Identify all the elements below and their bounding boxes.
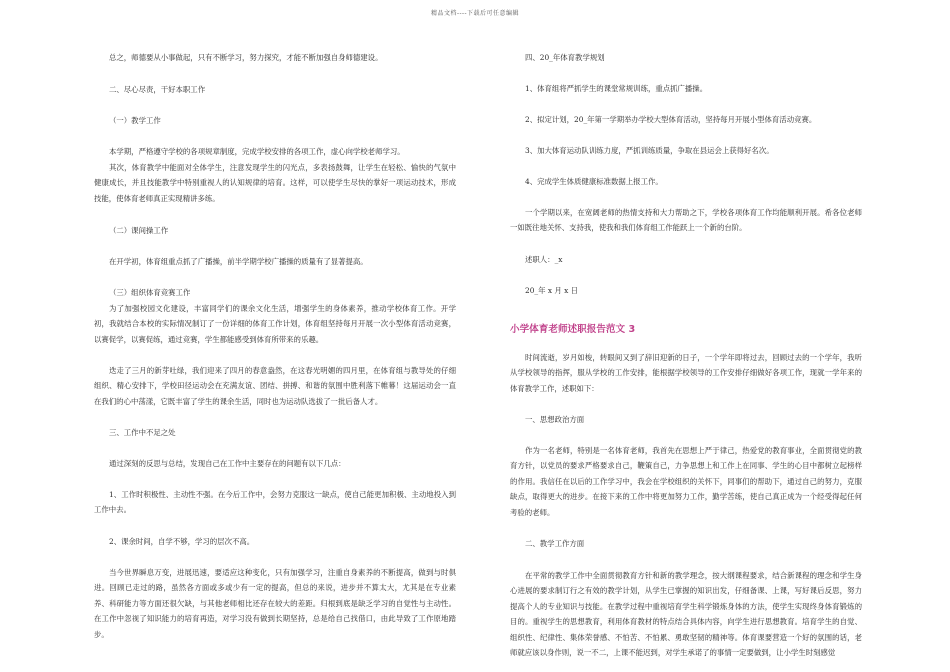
- paragraph: （一）教学工作: [109, 116, 161, 125]
- paragraph: 一、思想政治方面: [525, 415, 585, 424]
- paragraph: 3、加大体育运动队训练力度，严抓训练质量，争取在县运会上获得好名次。: [525, 146, 774, 155]
- paragraph: 为了加强校园文化建设，丰富同学们的课余文化生活，增强学生的身体素养，推动学校体育工作。开学初，我就结合本校的实际情况制订了一份详细的体育工作计划，体育组坚持每月开展一次小型体育活动竞赛，以赛促学，以赛促练，通过竞赛，学生都能感受到体育所带来的乐趣。: [94, 304, 456, 344]
- page-header: 精品文档----下载后可任意编辑: [430, 10, 520, 17]
- paragraph: （三）组织体育竞赛工作: [109, 288, 191, 297]
- paragraph: 4、完成学生体质健康标准数据上报工作。: [525, 177, 663, 186]
- paragraph: 在平常的教学工作中全面贯彻教育方针和新的教学理念，按大纲课程要求，结合新课程的理念和学生身心进展的要求制订行之有效的教学计划，从学生已掌握的知识出发，仔细备课、上课，写好课后反思，努力提高个人的专业知识与技能。在教学过程中重视培育学生科学锻炼身体的方法，使学生实现终身体育锻炼的目的。重视学生的思想教育，利用体育教材的特点结合具体内容，向学生进行思想教育。培育学生的自觉、组织性、纪律性、集体荣誉感、不怕苦、不怕累、勇敢坚韧的精神等。体育课要营造一个好的氛围的话，老师就应该以身作则，说一不二，上课不能迟到，对学生承诺了的事情一定要做到，让小学生时刻感觉: [510, 571, 862, 658]
- paragraph: 时间流逝，岁月如梭，转眼间又到了辞旧迎新的日子，一个学年即将过去，回顾过去的一个学年，我听从学校领导的指挥，服从学校的工作安排，能根据学校领导的工作安排仔细做好各项工作，现就一学年来的体育教学工作，述职如下：: [510, 353, 862, 393]
- section-heading: 小学体育老师述职报告范文 3: [510, 324, 636, 335]
- paragraph: 述职人：_x: [525, 255, 563, 264]
- paragraph: 二、尽心尽责，干好本职工作: [109, 85, 206, 94]
- paragraph: 四、20_年体育教学规划: [525, 53, 605, 62]
- paragraph: 2、拟定计划，20_年第一学期举办学校大型体育活动，坚持每月开展小型体育活动竞赛。: [525, 115, 817, 124]
- paragraph: 1、体育组将严抓学生的课堂常规训练，重点抓广播操。: [525, 84, 708, 93]
- paragraph: 通过深刻的反思与总结，发现自己在工作中主要存在的问题有以下几点：: [109, 459, 346, 468]
- paragraph: 总之，师德要从小事做起，只有不断学习，努力探究，才能不断加强自身师德建设。: [109, 53, 383, 62]
- paragraph: 作为一名老师，特别是一名体育老师，我首先在思想上严于律己，热爱党的教育事业，全面贯彻党的教育方针，以党员的要求严格要求自己，鞭策自己，力争思想上和工作上在同事、学生的心目中都树立起榜样的作用。我信任在以后的工作学习中，我会在学校组织的关怀下，同事们的帮助下，通过自己的努力，克服缺点，取得更大的进步。在接下来的工作中将更加努力工作，勤学苦练，使自己真正成为一个经受得起任何考验的老师。: [510, 446, 862, 517]
- paragraph: 1、工作时积极性、主动性不强。在今后工作中，会努力克服这一缺点，使自己能更加积极、主动地投入到工作中去。: [94, 490, 456, 515]
- paragraph: 20_年 x 月 x 日: [525, 286, 579, 295]
- paragraph: 当今世界瞬息万变，进展迅速，要适应这种变化，只有加强学习，注重自身素养的不断提高，做到与时俱进。回顾已走过的路，虽然各方面或多或少有一定的提高，但总的来说，进步并不算太大，尤其是在专业素养、科研能力等方面还很欠缺，与其他老师相比还存在较大的差距。归根到底是缺乏学习的自觉性与主动性。在工作中忽视了知识能力的培育再造，对学习没有做到长期坚持，总是给自己找借口，由此导致了工作原地踏步。: [94, 568, 456, 639]
- paragraph: 二、教学工作方面: [525, 539, 585, 548]
- paragraph: 在开学初，体育组重点抓了广播操，前半学期学校广播操的质量有了显著提高。: [109, 257, 368, 266]
- paragraph: 一个学期以来，在宽阔老师的热情支持和大力帮助之下，学校各项体育工作均能顺利开展。希各位老师一如既往地关怀、支持我，使我和我们体育组工作能跃上一个新的台阶。: [510, 208, 862, 233]
- paragraph: 三、工作中不足之处: [109, 428, 176, 437]
- paragraph: 迭走了三月的新芽吐绿，我们迎来了四月的春意盎然，在这春光明媚的四月里，在体育组与教导处的仔细组织、精心安排下，学校田径运动会在充满友谊、团结、拼搏、和谐的氛围中胜利落下帷幕！这届运动会一直在我们的心中荡漾，它既丰富了学生的课余生活，同时也为运动队选拔了一批后备人才。: [94, 366, 456, 406]
- paragraph: 其次，体育教学中能面对全体学生，注意发现学生的闪光点，多表扬鼓舞，让学生在轻松、愉快的气氛中健康成长，并且技能教学中特别重视人的认知规律的培育。这样，可以使学生尽快的掌好一项运动技术，形成技能，使体育老师真正实现精讲多练。: [94, 163, 456, 203]
- paragraph: 本学期，严格遵守学校的各项规章制度，完成学校安排的各项工作，虚心向学校老师学习。: [109, 147, 405, 156]
- paragraph: （二）课间操工作: [109, 226, 169, 235]
- paragraph: 2、课余时间，自学不够，学习的层次不高。: [109, 537, 255, 546]
